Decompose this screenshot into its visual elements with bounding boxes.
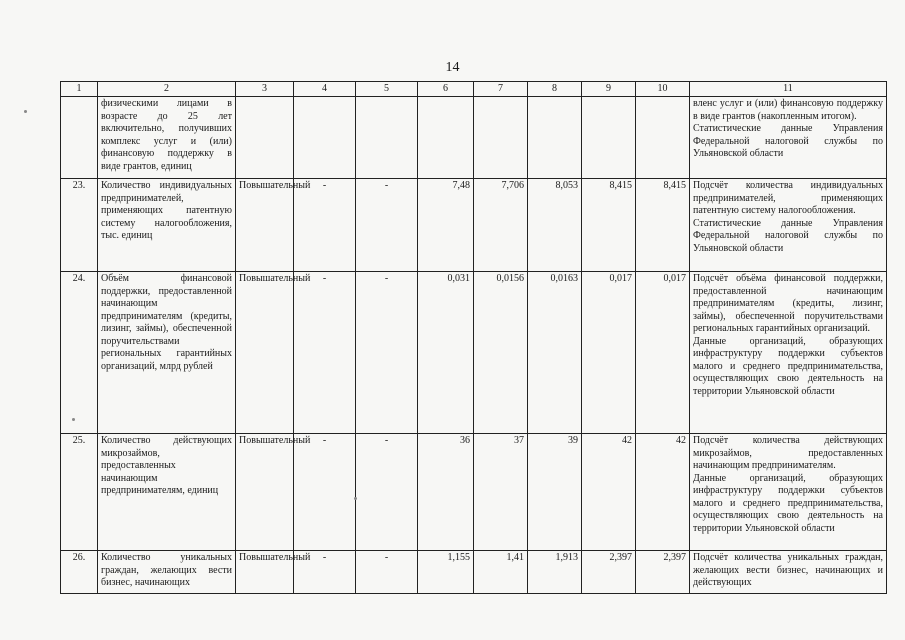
row-number-cell: 26.: [61, 551, 98, 594]
header-cell: 6: [418, 82, 474, 97]
value-cell: 42: [636, 434, 690, 551]
value-cell: -: [356, 179, 418, 272]
table-row: [61, 434, 887, 551]
source-text: Данные организаций, образующих инфраструктуру поддержки субъектов малого и среднего предпринимательства, осуществляющих свою деятельность на территории Ульяновской области: [693, 335, 883, 397]
indicator-type-cell: Повышательный: [236, 434, 294, 551]
value-cell: 7,706: [474, 179, 528, 272]
indicator-name-cell: Количество индивидуальных предпринимателей, применяющих патентную систему налогообложения, тыс. единиц: [98, 179, 236, 272]
value-cell: [528, 97, 582, 179]
source-text: Данные организаций, образующих инфраструктуру поддержки субъектов малого и среднего предпринимательства, осуществляющих свою деятельность на территории Ульяновской области: [693, 472, 883, 534]
header-cell: 4: [294, 82, 356, 97]
header-cell: 8: [528, 82, 582, 97]
value-cell: 37: [474, 434, 528, 551]
header-cell: 11: [690, 82, 887, 97]
value-cell: 8,415: [636, 179, 690, 272]
page-number: 14: [445, 60, 460, 75]
value-cell: 2,397: [582, 551, 636, 594]
method-cell: [690, 272, 887, 434]
source-text: Статистические данные Управления Федеральной налоговой службы по Ульяновской области: [693, 217, 883, 254]
value-cell: 0,017: [636, 272, 690, 434]
column-number-header: [61, 82, 887, 97]
row-number-cell: 23.: [61, 179, 98, 272]
value-cell: -: [294, 179, 356, 272]
header-cell: 1: [61, 82, 98, 97]
scan-speck: [354, 497, 357, 500]
value-cell: 7,48: [418, 179, 474, 272]
value-cell: -: [356, 434, 418, 551]
indicator-name-cell: Количество действующих микрозаймов, предоставленных начинающим предпринимателям, единиц: [98, 434, 236, 551]
value-cell: -: [294, 551, 356, 594]
indicator-type-cell: Повышательный: [236, 272, 294, 434]
row-number-cell: 24.: [61, 272, 98, 434]
header-cell: 2: [98, 82, 236, 97]
value-cell: [636, 97, 690, 179]
method-text: Подсчёт объёма финансовой поддержки, предоставленной начинающим предпринимателям (кредиты, лизинг, займы), обеспеченной поручительствами региональных гарантийных организаций.: [693, 273, 883, 334]
value-cell: 36: [418, 434, 474, 551]
value-cell: -: [356, 272, 418, 434]
value-cell: 1,155: [418, 551, 474, 594]
row-number-cell: [61, 97, 98, 179]
method-cell: [690, 434, 887, 551]
value-cell: -: [294, 272, 356, 434]
scan-speck: [24, 110, 27, 113]
header-cell: 10: [636, 82, 690, 97]
method-cell: [690, 179, 887, 272]
value-cell: 0,0163: [528, 272, 582, 434]
indicators-table: [60, 81, 887, 594]
source-text: Статистические данные Управления Федеральной налоговой службы по Ульяновской области: [693, 123, 883, 159]
value-cell: 0,017: [582, 272, 636, 434]
value-cell: [474, 97, 528, 179]
method-text: вленс услуг и (или) финансовую поддержку в виде грантов (накопленным итогом).: [693, 98, 883, 122]
value-cell: [582, 97, 636, 179]
method-text: Подсчёт количества действующих микрозаймов, предоставленных начинающим предпринимателям.: [693, 435, 883, 471]
value-cell: 0,031: [418, 272, 474, 434]
header-cell: 9: [582, 82, 636, 97]
value-cell: [418, 97, 474, 179]
indicator-name-cell: Объём финансовой поддержки, предоставленной начинающим предпринимателям (кредиты, лизинг, займы), обеспеченной поручительствами региональных гарантийных организаций, млрд рублей: [98, 272, 236, 434]
row-number-cell: 25.: [61, 434, 98, 551]
table-row: [61, 272, 887, 434]
value-cell: -: [294, 434, 356, 551]
header-cell: 3: [236, 82, 294, 97]
method-text: Подсчёт количества уникальных граждан, желающих вести бизнес, начинающих и действующих: [693, 552, 883, 588]
table-row: [61, 179, 887, 272]
value-cell: -: [356, 551, 418, 594]
value-cell: [294, 97, 356, 179]
value-cell: 8,415: [582, 179, 636, 272]
scan-speck: [72, 418, 75, 421]
value-cell: 1,913: [528, 551, 582, 594]
value-cell: 42: [582, 434, 636, 551]
header-cell: 7: [474, 82, 528, 97]
table-row-continued: [61, 97, 887, 179]
value-cell: 39: [528, 434, 582, 551]
indicator-type-cell: Повышательный: [236, 551, 294, 594]
value-cell: [356, 97, 418, 179]
table-row: [61, 551, 887, 594]
indicator-type-cell: Повышательный: [236, 179, 294, 272]
indicator-type-cell: [236, 97, 294, 179]
value-cell: 8,053: [528, 179, 582, 272]
value-cell: 0,0156: [474, 272, 528, 434]
indicator-name-cell: Количество уникальных граждан, желающих вести бизнес, начинающих: [98, 551, 236, 594]
header-cell: 5: [356, 82, 418, 97]
value-cell: 1,41: [474, 551, 528, 594]
method-text: Подсчёт количества индивидуальных предпринимателей, применяющих патентную систему налогообложения.: [693, 180, 883, 216]
method-cell: [690, 97, 887, 179]
value-cell: 2,397: [636, 551, 690, 594]
indicator-name-cell: физическими лицами в возрасте до 25 лет включительно, получивших комплекс услуг и (или) финансовую поддержку в виде грантов, единиц: [98, 97, 236, 179]
method-cell: [690, 551, 887, 594]
